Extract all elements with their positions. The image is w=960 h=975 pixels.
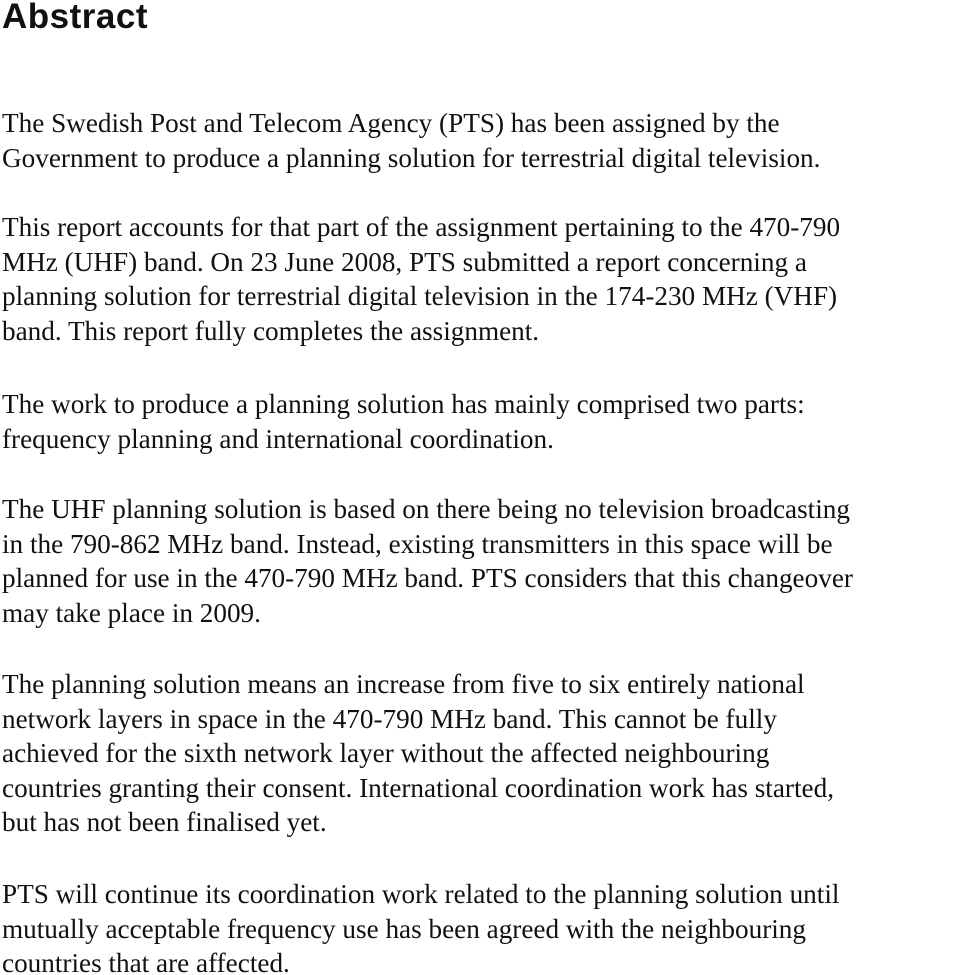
text-line: MHz (UHF) band. On 23 June 2008, PTS submitted a report concerning a — [2, 246, 807, 277]
text-line: frequency planning and international coordination. — [2, 423, 554, 454]
text-line: planned for use in the 470-790 MHz band. PTS considers that this changeover — [2, 563, 853, 594]
text-line: band. This report fully completes the assignment. — [2, 315, 540, 346]
abstract-heading: Abstract — [2, 0, 148, 36]
text-line: but has not been finalised yet. — [2, 807, 327, 838]
paragraph-uhf-solution — [2, 492, 958, 630]
text-line: countries that are affected. — [2, 948, 290, 975]
paragraph-work-parts — [2, 387, 958, 456]
text-line: PTS will continue its coordination work related to the planning solution until — [2, 879, 840, 909]
text-line: The UHF planning solution is based on there being no television broadcasting — [2, 494, 850, 524]
text-line: in the 790-862 MHz band. Instead, existing transmitters in this space will be — [2, 528, 833, 559]
text-line: mutually acceptable frequency use has been agreed with the neighbouring — [2, 913, 806, 944]
text-line: The Swedish Post and Telecom Agency (PTS) has been assigned by the — [2, 108, 780, 138]
text-line: The planning solution means an increase from five to six entirely national — [2, 669, 805, 699]
text-line: planning solution for terrestrial digital television in the 174-230 MHz (VHF) — [2, 281, 838, 312]
paragraph-network-layers — [2, 667, 958, 840]
text-line: may take place in 2009. — [2, 597, 261, 628]
text-line: This report accounts for that part of the assignment pertaining to the 470-790 — [2, 212, 841, 242]
paragraph-assignment — [2, 106, 958, 175]
text-line: countries granting their consent. International coordination work has started, — [2, 772, 834, 803]
text-line: Government to produce a planning solution for terrestrial digital television. — [2, 142, 821, 173]
text-line: The work to produce a planning solution has mainly comprised two parts: — [2, 389, 805, 419]
paragraph-coordination — [2, 877, 958, 975]
text-line: achieved for the sixth network layer without the affected neighbouring — [2, 738, 770, 769]
text-line: network layers in space in the 470-790 MHz band. This cannot be fully — [2, 703, 777, 734]
paragraph-report-scope — [2, 210, 958, 348]
